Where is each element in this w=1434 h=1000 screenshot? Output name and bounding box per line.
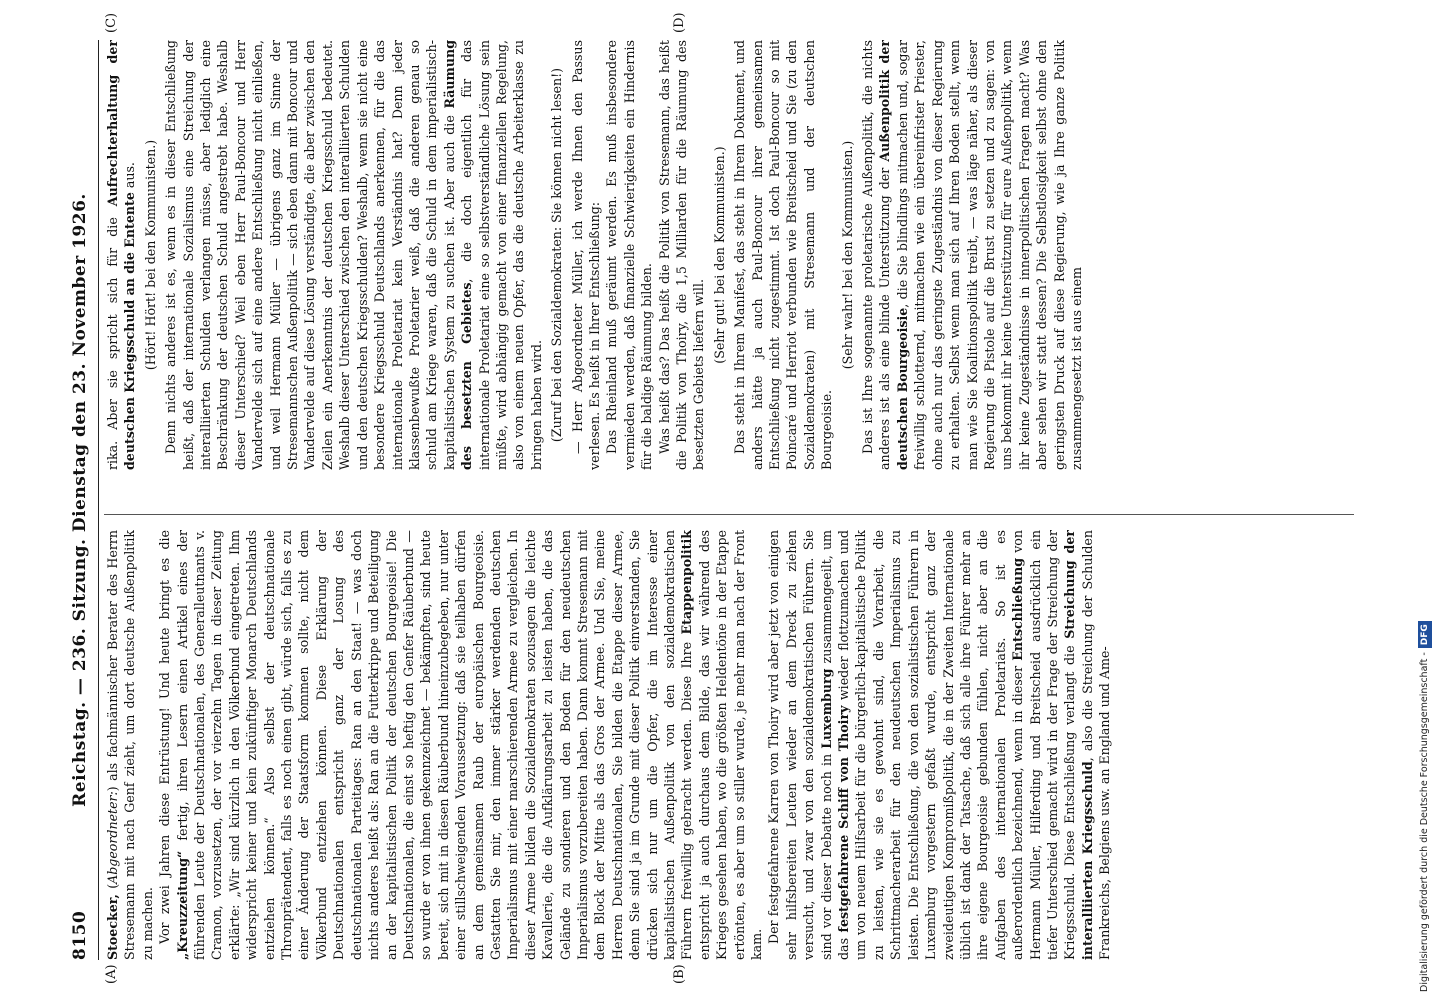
speaker-role: Abgeordneter: xyxy=(105,791,120,884)
digitization-note xyxy=(1418,8,1432,992)
left-column xyxy=(104,530,1354,960)
scanned-page xyxy=(52,10,1382,990)
text-run: aus. xyxy=(122,162,138,193)
paragraph xyxy=(104,40,139,470)
emphasis: „Kreuzzeitung“ xyxy=(174,850,190,960)
interjection: (Sehr wahr! bei den Kommunisten.) xyxy=(839,140,855,370)
speaker-name: Stoecker, xyxy=(105,894,120,960)
paragraph-text: als fachmännischer Berater des Herrn Stresemann mit nach Genf zieht, um dort deutsche Außenpolitik zu machen. xyxy=(105,530,155,960)
emphasis: Luxemburg xyxy=(818,668,834,749)
paragraph: Was heißt das? Das heißt die Politik von Stresemann, das heißt die Politik von Thoiry, die 1,5 Milliarden für die Räumung des besetzten Gebiets liefern will. xyxy=(656,40,707,470)
interjection: (Zuruf bei den Sozialdemokraten: Sie können nicht lesen!) xyxy=(549,67,565,443)
emphasis: Räumung des besetzten Gebietes xyxy=(441,40,475,470)
text-run: rika. Aber sie spricht sich für die xyxy=(105,206,120,470)
text-run: entspricht ja auch durchaus dem Bilde, das wir während des Krieges gesehen haben, wo die größten Heldentöne in der Etappe ertönten, es aber um so stiller wurde, je mehr man nach der Front kam. xyxy=(696,530,765,960)
emphasis: Außenpolitik der deutschen Bourgeoisie xyxy=(877,40,910,470)
paragraph xyxy=(162,40,545,470)
column-separator xyxy=(104,514,1354,515)
text-run: wieder flottzumachen und um von neuem Hilfsarbeit für die bürgerlich-kapitalistische Politik zu leisten, wie sie es gewohnt sind, die Vorarbeit, die Schrittmacherarbeit für den neudeutschen Imperialismus zu leisten. Die Entschließung, die von den sozialistischen Führern in Luxemburg vorgestern gefaßt wurde, entspricht ganz der zweideutigen Kompromißpolitik, die in der Zweiten Internationale üblich ist dank der Tatsache, daß sich alle ihre Führer mehr an ihre eigene Bourgeoisie gebunden fühlen, nicht aber an die Aufgaben des internationalen Proletariats. So ist es außerordentlich bezeichnend, wenn in dieser xyxy=(836,530,1026,960)
margin-marker-d: (D) xyxy=(672,12,687,33)
paragraph xyxy=(156,530,765,960)
emphasis: festgefahrene Schiff von Thoiry xyxy=(836,705,852,933)
interjection: (Hört! Hört! bei den Kommunisten.) xyxy=(142,139,158,371)
session-heading: Reichstag. — 236. Sitzung. Dienstag den 23. November 1926. xyxy=(70,193,90,807)
text-run: Das ist Ihre sogenannte proletarische Außenpolitik, die nichts anderes ist als eine blinde Unterstützung der xyxy=(860,40,893,470)
emphasis: Entschließung xyxy=(1010,557,1026,661)
text-run: zusammengeeilt, um das xyxy=(818,530,852,960)
text-run: Der festgefahrene Karren von Thoiry wird aber jetzt von einigen sehr hilfsbereiten Leuten wieder an dem Dreck zu ziehen versucht, und zwar von den sozialdemokratischen Führern. Sie sind vor dieser Debatte noch in xyxy=(766,530,834,960)
funding-note-text: Digitalisierung gefördert durch die Deutsche Forschungsgemeinschaft - xyxy=(1419,652,1430,992)
paragraph xyxy=(765,530,1113,960)
speaker-paragraph: Stoecker, (Abgeordneter:) als fachmännischer Berater des Herrn Stresemann mit nach Genf zieht, um dort deutsche Außenpolitik zu machen. xyxy=(105,530,155,960)
text-run: , also die Streichung der Schulden Frankreichs, Belgiens usw. an England und Ame- xyxy=(1079,530,1113,960)
quoted-paragraph: Das Rheinland muß geräumt werden. Es muß insbesondere vermieden werden, daß finanzielle Schwierigkeiten ein Hindernis für die baldige Räumung bilden. xyxy=(604,40,655,470)
page-number: 8150 xyxy=(70,910,90,960)
emphasis: Aufrechterhaltung der deutschen Kriegsschuld an die Entente xyxy=(105,40,138,470)
margin-marker-a: (A) xyxy=(104,964,119,984)
text-run: Denn nichts anderes ist es, wenn es in dieser Entschließung heißt, daß der internationale Sozialismus eine Streichung der interalliierten Schulden verlangen müsse, aber lediglich eine Beschränkung der deutschen Schuld angestrebt habe. Weshalb dieser Unterschied? Weil eben Herr Paul-Boncour und Herr Vandervelde sich auf eine andere Entschließung nicht einließen, und weil Hermann Müller — übrigens ganz im Sinne der Stresemannschen Außenpolitik — sich eben dann mit Boncour und Vandervelde auf diese Lösung verständigte, die aber zwischen den Zeilen ein Anerkenntnis der deutschen Kriegsschuld bedeutet. Weshalb dieser Unterschied zwischen den interalliierten Schulden und den deutschen Kriegsschulden? Weshalb, wenn sie nicht eine besondere Kriegsschuld Deutschlands anerkennen, für die das internationale Proletariat kein Verständnis hat? Denn jeder klassenbewußte Proletarier weiß, daß die anderen genau so schuld am Kriege waren, daß die Schuld in dem imperialistisch-kapitalistischen System zu suchen ist. Aber auch die xyxy=(163,40,457,470)
paragraph: Das steht in Ihrem Manifest, das steht in Ihrem Dokument, und anders hätte ja auch Paul-Boncour ihrer gemeinsamen Entschließung nicht zugestimmt. Ist doch Paul-Boncour so mit Poincaré und Herriot verbunden wie Breitscheid und Sie (zu den Sozialdemokraten) mit Stresemann und der deutschen Bourgeoisie. xyxy=(732,40,835,470)
text-run: , die doch eigentlich für das internationale Proletariat eine so selbstverständliche Lösung sein müßte, wird abhängig gemacht von einer finanziellen Regelung, also von einem neuen Opfer, das die deutsche Arbeiterklasse zu bringen haben wird. xyxy=(459,40,544,470)
right-column xyxy=(104,40,1354,470)
header-rule xyxy=(98,40,99,960)
text-run: von Hermann Müller, Hilferding und Breitscheid ausdrücklich ein tiefer Unterschied gemacht wird in der Frage der Streichung der Kriegsschuld. Diese Entschließung verlangt die xyxy=(1010,530,1078,960)
paragraph: — Herr Abgeordneter Müller, ich werde Ihnen den Passus verlesen. Es heißt in Ihrer Entschließung: xyxy=(569,40,602,470)
text-run: , die Sie blindlings mitmachen und, sogar freiwillig schlotternd, mitmachen wie ein übereinfrister Priester, ohne auch nur das geringste Zugeständnis von dieser Regierung zu erhalten. Selbst wenn man sich auf Ihren Boden stellt, wenn man wie Sie Koalitionspolitik treibt, — was läge näher, als dieser Regierung die Pistole auf die Brust zu setzen und zu sagen: von uns bekommt ihr keine Unterstützung für eure Außenpolitik, wenn ihr keine Zugeständnisse in innerpolitischen Fragen macht? Was aber sehen wir statt dessen? Die Selbstlosigkeit selbst ohne den geringsten Druck auf diese Regierung, wie ja Ihre ganze Politik zusammengesetzt ist aus einem xyxy=(894,40,1084,470)
page-header xyxy=(70,40,96,960)
emphasis: Streichung der interalliierten Kriegsschuld xyxy=(1062,530,1095,960)
margin-marker-b: (B) xyxy=(672,964,687,984)
margin-marker-c: (C) xyxy=(104,12,119,33)
interjection: (Sehr gut! bei den Kommunisten.) xyxy=(711,146,727,364)
emphasis: Etappenpolitik xyxy=(679,530,695,635)
text-run: Vor zwei Jahren diese Entrüstung! Und heute bringt es die xyxy=(157,530,173,944)
paragraph xyxy=(859,40,1085,470)
dfg-logo: DFG xyxy=(1418,621,1432,648)
text-run: fertig, ihren Lesern einen Artikel eines der führenden Leute der Deutschnationalen, des Generalleutnants v. Cramon, vorzusetzen, der vor vierzehn Tagen in dieser Zeitung erklärte: „Wir sind kürzlich in den Völkerbund eingetreten. Ihm widerspricht keiner und kein zukünftiger Monarch Deutschlands entziehen können.“ Also selbst der deutschnationale Thronprätendent, falls es noch einen gibt, würde sich, falls es zu einer Änderung der Staatsform kommen sollte, nicht dem Völkerbund entziehen können. Diese Erklärung der Deutschnationalen entspricht ganz der Losung des deutschnationalen Parteitages: Ran an den Staat! — was doch nichts anderes heißt als: Ran an die Futterkrippe und Beteiligung an der kapitalistischen Politik der deutschen Bourgeoisie! Die Deutschnationalen, die einst so heftig den Genfer Räuberbund — so wurde er von ihnen gekennzeichnet — bekämpften, sind heute bereit, sich mit in diesen Räuberbund hineinzubegeben, nur unter einer stillschweigenden Voraussetzung: daß sie teilhaben dürfen an dem gemeinsamen Raub der europäischen Bourgeoisie. Gestatten Sie mir, den immer stärker werdenden deutschen Imperialismus mit einer marschierenden Armee zu vergleichen. In dieser Armee bilden die Sozialdemokraten sozusagen die leichte Kavallerie, die die Aufklärungsarbeit zu leisten haben, die das Gelände zu sondieren und den Boden für den neudeutschen Imperialismus vorzubereiten haben. Dann kommt Stresemann mit dem Block der Mitte als das Gros der Armee. Und Sie, meine Herren Deutschnationalen, Sie bilden die Etappe dieser Armee, denn Sie sind ja im Grunde mit dieser Politik einverstanden, Sie drücken sich nur um die Opfer, die im Interesse einer kapitalistischen Außenpolitik von den sozialdemokratischen Führern freiwillig gebracht werden. Diese Ihre xyxy=(174,530,695,960)
